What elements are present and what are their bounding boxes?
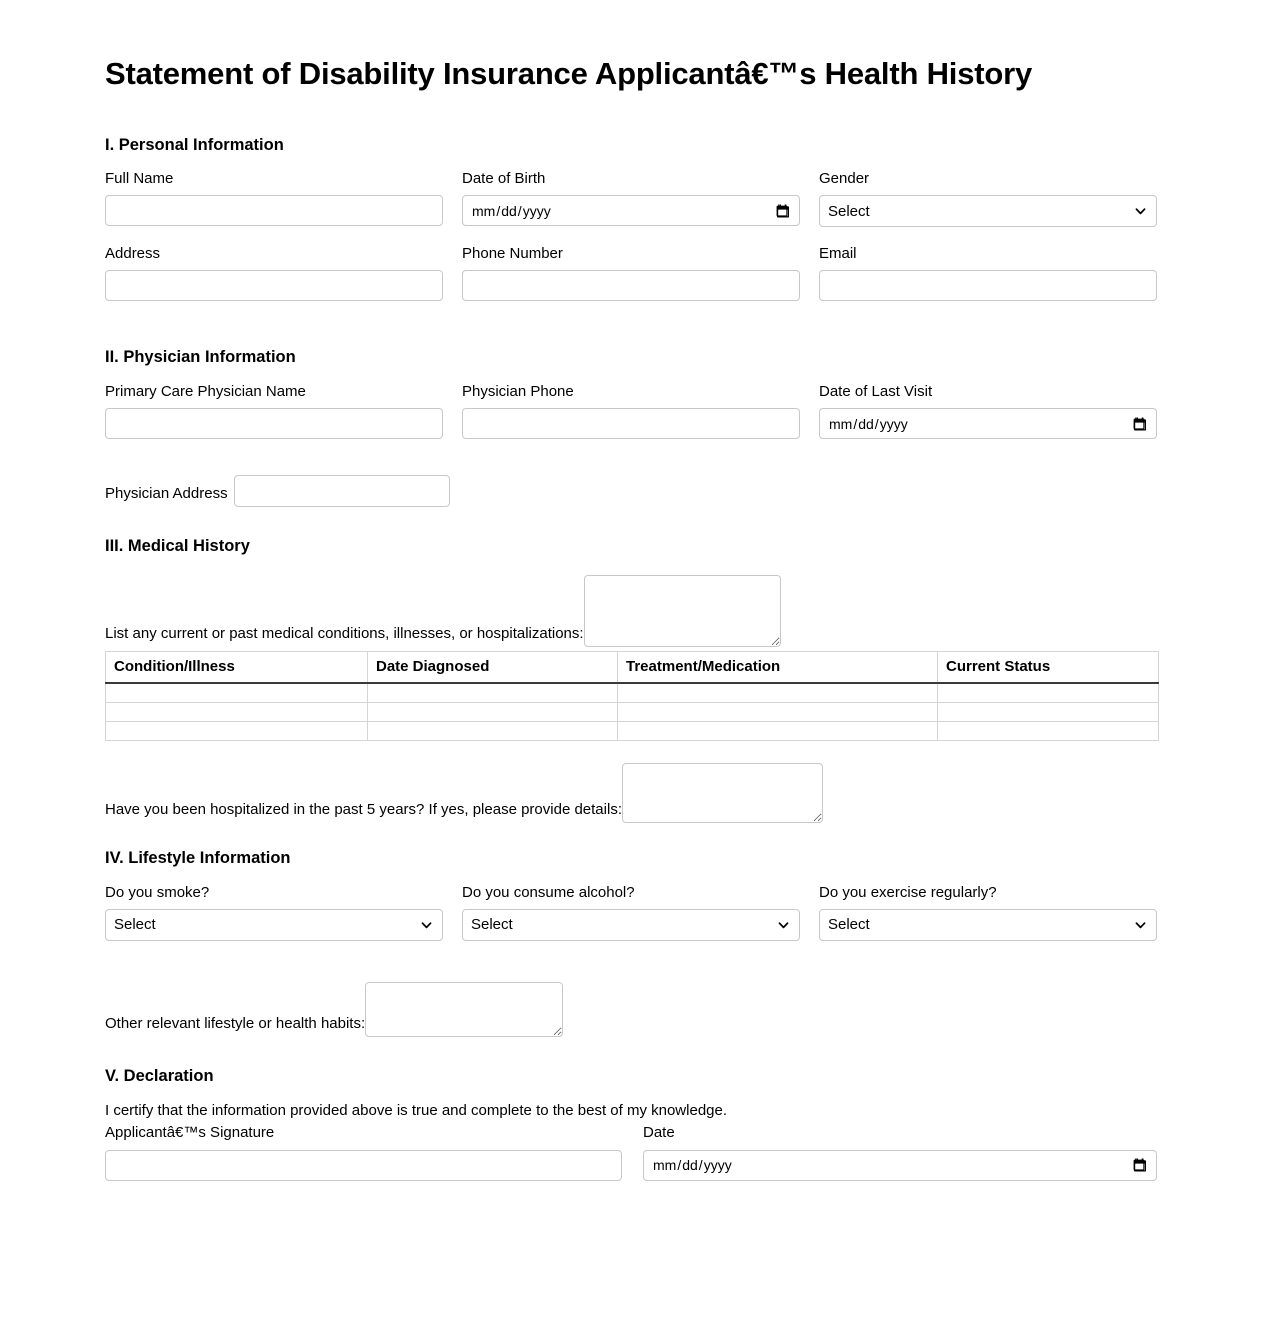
label-date-of-birth: Date of Birth xyxy=(462,170,546,188)
hospitalized-details-textarea[interactable] xyxy=(622,763,823,823)
section-personal-information xyxy=(105,136,1158,319)
label-hospitalized: Have you been hospitalized in the past 5 years? If yes, please provide details: xyxy=(105,801,622,819)
table-row xyxy=(106,683,1159,703)
page-title: Statement of Disability Insurance Applicantâ€™s Health History xyxy=(105,56,1033,91)
field-group-gender xyxy=(819,169,1157,227)
table-body xyxy=(106,683,1159,741)
date-last-visit-input[interactable] xyxy=(819,408,1157,439)
table-cell-condition[interactable] xyxy=(106,703,368,722)
section-physician-information xyxy=(105,348,1158,507)
cell-condition-input[interactable] xyxy=(106,705,367,718)
field-group-medical-conditions xyxy=(105,575,1158,647)
label-address: Address xyxy=(105,245,161,263)
field-group-smoke xyxy=(105,883,443,941)
label-pcp-name: Primary Care Physician Name xyxy=(105,383,306,401)
cell-date-diagnosed-input[interactable] xyxy=(368,705,617,718)
column-header-current-status: Current Status xyxy=(938,652,1159,684)
field-group-address xyxy=(105,244,443,301)
table-header-row xyxy=(106,652,1159,684)
physician-phone-input[interactable] xyxy=(462,408,800,439)
date-of-birth-wrapper xyxy=(462,195,800,226)
section-heading-lifestyle: IV. Lifestyle Information xyxy=(105,849,291,868)
field-group-date-of-birth xyxy=(462,169,800,227)
table-cell-treatment[interactable] xyxy=(618,722,938,741)
label-phone-number: Phone Number xyxy=(462,245,563,263)
table-cell-current-status[interactable] xyxy=(938,722,1159,741)
medical-conditions-textarea[interactable] xyxy=(584,575,781,647)
label-full-name: Full Name xyxy=(105,170,174,188)
table-cell-date-diagnosed[interactable] xyxy=(368,722,618,741)
table-cell-treatment[interactable] xyxy=(618,683,938,703)
section-lifestyle-information xyxy=(105,849,1158,1037)
section-heading-medical: III. Medical History xyxy=(105,537,250,556)
table-row xyxy=(106,703,1159,722)
cell-treatment-input[interactable] xyxy=(618,686,937,699)
label-smoke: Do you smoke? xyxy=(105,883,210,901)
label-signature: Applicantâ€™s Signature xyxy=(105,1123,275,1141)
label-date-last-visit: Date of Last Visit xyxy=(819,383,933,401)
cell-condition-input[interactable] xyxy=(106,724,367,737)
label-alcohol: Do you consume alcohol? xyxy=(462,883,635,901)
field-group-pcp-name xyxy=(105,382,443,439)
cell-current-status-input[interactable] xyxy=(938,686,1158,699)
gender-select-wrapper xyxy=(819,195,1157,227)
field-group-alcohol xyxy=(462,883,800,941)
cell-current-status-input[interactable] xyxy=(938,705,1158,718)
label-other-habits: Other relevant lifestyle or health habits: xyxy=(105,1014,366,1032)
date-of-birth-input[interactable] xyxy=(462,195,800,226)
smoke-select-wrapper xyxy=(105,909,443,941)
field-group-date-last-visit xyxy=(819,382,1157,456)
column-header-treatment: Treatment/Medication xyxy=(618,652,938,684)
cell-date-diagnosed-input[interactable] xyxy=(368,686,617,699)
section-declaration xyxy=(105,1067,1158,1181)
label-physician-address: Physician Address xyxy=(105,485,228,503)
signature-input[interactable] xyxy=(105,1150,622,1181)
section-heading-personal: I. Personal Information xyxy=(105,135,284,154)
lifestyle-fields-grid xyxy=(105,883,1158,958)
field-group-declaration-date xyxy=(643,1123,1157,1181)
declaration-date-input[interactable] xyxy=(643,1150,1157,1181)
field-group-hospitalized xyxy=(105,763,1158,823)
field-group-signature xyxy=(105,1123,622,1181)
field-group-email xyxy=(819,244,1157,318)
table-cell-date-diagnosed[interactable] xyxy=(368,703,618,722)
declaration-certify-text: I certify that the information provided above is true and complete to the best of my knowledge. xyxy=(105,1101,728,1119)
label-physician-phone: Physician Phone xyxy=(462,383,574,401)
exercise-select[interactable] xyxy=(819,909,1157,941)
other-habits-textarea[interactable] xyxy=(365,982,563,1037)
exercise-select-wrapper xyxy=(819,909,1157,941)
label-exercise: Do you exercise regularly? xyxy=(819,883,997,901)
label-medical-conditions: List any current or past medical conditions, illnesses, or hospitalizations: xyxy=(105,625,584,643)
table-cell-condition[interactable] xyxy=(106,683,368,703)
table-head xyxy=(106,652,1159,684)
email-input[interactable] xyxy=(819,270,1157,301)
label-declaration-date: Date xyxy=(643,1123,675,1141)
alcohol-select[interactable] xyxy=(462,909,800,941)
section-heading-declaration: V. Declaration xyxy=(105,1066,214,1085)
section-heading-physician: II. Physician Information xyxy=(105,348,296,367)
table-cell-condition[interactable] xyxy=(106,722,368,741)
field-group-physician-phone xyxy=(462,382,800,439)
field-group-phone-number xyxy=(462,244,800,301)
physician-fields-grid xyxy=(105,382,1158,456)
personal-fields-grid xyxy=(105,169,1158,318)
label-gender: Gender xyxy=(819,170,870,188)
column-header-date-diagnosed: Date Diagnosed xyxy=(368,652,618,684)
date-last-visit-wrapper xyxy=(819,408,1157,439)
cell-current-status-input[interactable] xyxy=(938,724,1158,737)
table-row xyxy=(106,722,1159,741)
alcohol-select-wrapper xyxy=(462,909,800,941)
medical-conditions-table xyxy=(105,651,1159,741)
cell-date-diagnosed-input[interactable] xyxy=(368,724,617,737)
phone-number-input[interactable] xyxy=(462,270,800,301)
page-bottom-spacer xyxy=(105,1211,1158,1321)
declaration-fields-grid xyxy=(105,1123,1158,1181)
table-cell-treatment[interactable] xyxy=(618,703,938,722)
pcp-name-input[interactable] xyxy=(105,408,443,439)
cell-treatment-input[interactable] xyxy=(618,705,937,718)
cell-treatment-input[interactable] xyxy=(618,724,937,737)
gender-select[interactable] xyxy=(819,195,1157,227)
declaration-date-wrapper xyxy=(643,1150,1157,1181)
physician-address-input[interactable] xyxy=(234,475,450,507)
full-name-input[interactable] xyxy=(105,195,443,226)
field-group-full-name xyxy=(105,169,443,227)
table-cell-current-status[interactable] xyxy=(938,703,1159,722)
table-cell-current-status[interactable] xyxy=(938,683,1159,703)
column-header-condition: Condition/Illness xyxy=(106,652,368,684)
address-input[interactable] xyxy=(105,270,443,301)
smoke-select[interactable] xyxy=(105,909,443,941)
section-medical-history xyxy=(105,537,1158,823)
field-group-other-habits xyxy=(105,982,1158,1037)
field-group-physician-address xyxy=(105,475,1158,507)
cell-condition-input[interactable] xyxy=(106,686,367,699)
table-cell-date-diagnosed[interactable] xyxy=(368,683,618,703)
field-group-exercise xyxy=(819,883,1157,958)
label-email: Email xyxy=(819,245,857,263)
